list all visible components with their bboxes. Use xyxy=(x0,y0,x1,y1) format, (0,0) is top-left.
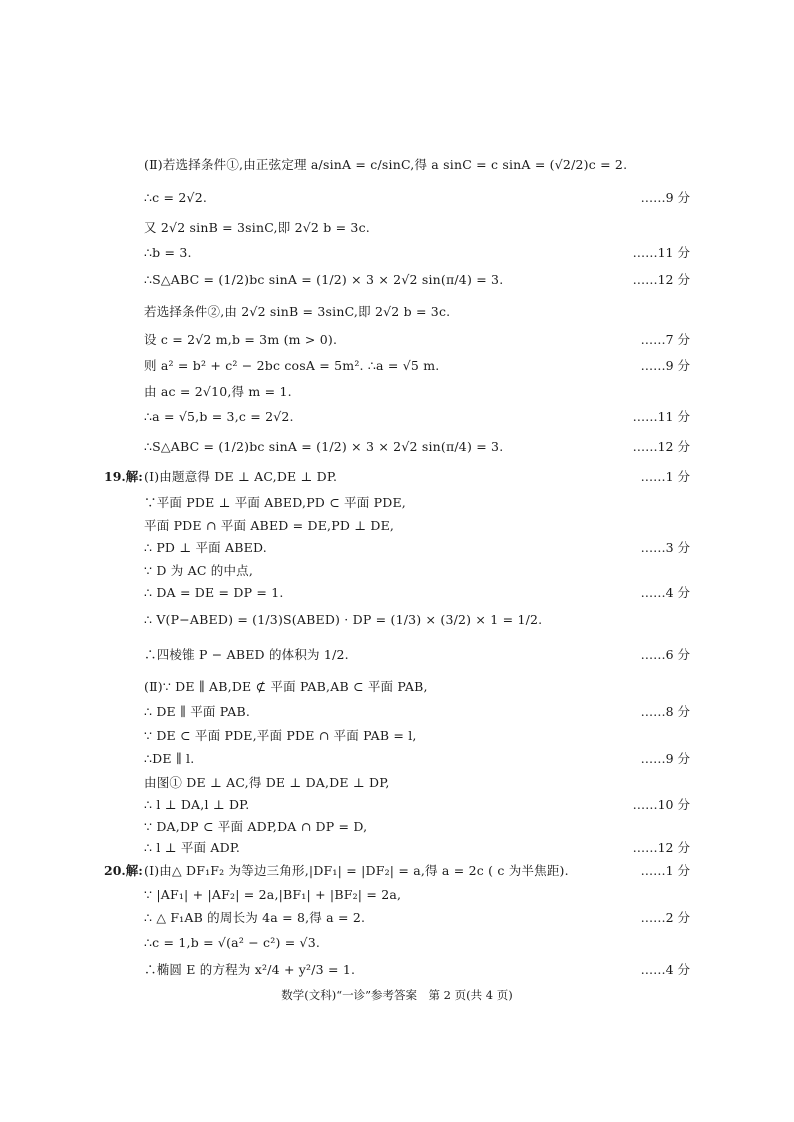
question-number: 20.解: xyxy=(104,863,143,878)
answer-line xyxy=(0,955,794,985)
answer-line xyxy=(0,640,794,670)
answer-line xyxy=(0,432,794,462)
solution-text: ∴ △ F₁AB 的周长为 4a = 8,得 a = 2. xyxy=(144,910,366,925)
solution-text: ∴ l ⊥ 平面 ADP. xyxy=(144,840,241,855)
solution-text: ∴DE ∥ l. xyxy=(144,751,195,766)
answer-line xyxy=(0,578,794,608)
solution-text: 设 c = 2√2 m,b = 3m (m > 0). xyxy=(144,332,338,347)
solution-text: (Ⅰ)由△ DF₁F₂ 为等边三角形,|DF₁| = |DF₂| = a,得 a = 2c ( c 为半焦距). xyxy=(144,863,569,878)
answer-line xyxy=(0,605,794,635)
answer-line xyxy=(0,265,794,295)
score-marker: ……4 分 xyxy=(640,962,690,977)
solution-text: 平面 PDE ∩ 平面 ABED = DE,PD ⊥ DE, xyxy=(144,518,395,533)
solution-text: ∴椭圆 E 的方程为 x²/4 + y²/3 = 1. xyxy=(144,962,356,977)
score-marker: ……11 分 xyxy=(632,245,690,260)
solution-text: ∴四棱锥 P − ABED 的体积为 1/2. xyxy=(144,647,349,662)
score-marker: ……11 分 xyxy=(632,409,690,424)
answer-line xyxy=(0,402,794,432)
solution-text: 若选择条件②,由 2√2 sinB = 3sinC,即 2√2 b = 3c. xyxy=(144,304,451,319)
score-marker: ……12 分 xyxy=(632,840,690,855)
score-marker: ……10 分 xyxy=(632,797,690,812)
score-marker: ……7 分 xyxy=(640,332,690,347)
solution-text: ∴ DA = DE = DP = 1. xyxy=(144,585,284,600)
score-marker: ……12 分 xyxy=(632,272,690,287)
answer-line xyxy=(0,183,794,213)
score-marker: ……12 分 xyxy=(632,439,690,454)
solution-text: (Ⅰ)由题意得 DE ⊥ AC,DE ⊥ DP. xyxy=(144,469,338,484)
score-marker: ……9 分 xyxy=(640,358,690,373)
solution-text: ∴S△ABC = (1/2)bc sinA = (1/2) × 3 × 2√2 sin(π/4) = 3. xyxy=(144,272,504,287)
answer-line xyxy=(0,150,794,180)
solution-text: ∴ V(P−ABED) = (1/3)S(ABED) · DP = (1/3) × (3/2) × 1 = 1/2. xyxy=(144,612,543,627)
solution-text: (Ⅱ)若选择条件①,由正弦定理 a/sinA = c/sinC,得 a sinC = c sinA = (√2/2)c = 2. xyxy=(144,157,628,172)
solution-text: ∵ DE ⊂ 平面 PDE,平面 PDE ∩ 平面 PAB = l, xyxy=(144,728,417,743)
solution-text: ∴ DE ∥ 平面 PAB. xyxy=(144,704,251,719)
solution-text: 又 2√2 sinB = 3sinC,即 2√2 b = 3c. xyxy=(144,220,370,235)
solution-text: (Ⅱ)∵ DE ∥ AB,DE ⊄ 平面 PAB,AB ⊂ 平面 PAB, xyxy=(144,679,428,694)
solution-text: ∵平面 PDE ⊥ 平面 ABED,PD ⊂ 平面 PDE, xyxy=(144,495,406,510)
score-marker: ……1 分 xyxy=(640,469,690,484)
solution-text: ∵ DA,DP ⊂ 平面 ADP,DA ∩ DP = D, xyxy=(144,819,368,834)
score-marker: ……8 分 xyxy=(640,704,690,719)
solution-text: 则 a² = b² + c² − 2bc cosA = 5m². ∴a = √5 m. xyxy=(144,358,440,373)
answer-line xyxy=(0,928,794,958)
solution-text: ∴b = 3. xyxy=(144,245,192,260)
solution-text: ∴ l ⊥ DA,l ⊥ DP. xyxy=(144,797,250,812)
solution-text: ∵ D 为 AC 的中点, xyxy=(144,563,254,578)
question-number: 19.解: xyxy=(104,469,143,484)
page-footer: 数学(文科)“一诊”参考答案 第 2 页(共 4 页) xyxy=(281,988,513,1002)
solution-text: ∴ PD ⊥ 平面 ABED. xyxy=(144,540,267,555)
score-marker: ……3 分 xyxy=(640,540,690,555)
score-marker: ……1 分 xyxy=(640,863,690,878)
solution-text: ∴c = 2√2. xyxy=(144,190,208,205)
answer-line xyxy=(0,297,794,327)
solution-text: 由图① DE ⊥ AC,得 DE ⊥ DA,DE ⊥ DP, xyxy=(144,775,390,790)
solution-text: ∴c = 1,b = √(a² − c²) = √3. xyxy=(144,935,321,950)
score-marker: ……2 分 xyxy=(640,910,690,925)
answer-line xyxy=(0,238,794,268)
solution-text: 由 ac = 2√10,得 m = 1. xyxy=(144,384,292,399)
score-marker: ……4 分 xyxy=(640,585,690,600)
solution-text: ∴a = √5,b = 3,c = 2√2. xyxy=(144,409,294,424)
score-marker: ……9 分 xyxy=(640,190,690,205)
solution-text: ∵ |AF₁| + |AF₂| = 2a,|BF₁| + |BF₂| = 2a, xyxy=(144,887,402,902)
solution-text: ∴S△ABC = (1/2)bc sinA = (1/2) × 3 × 2√2 sin(π/4) = 3. xyxy=(144,439,504,454)
score-marker: ……6 分 xyxy=(640,647,690,662)
score-marker: ……9 分 xyxy=(640,751,690,766)
